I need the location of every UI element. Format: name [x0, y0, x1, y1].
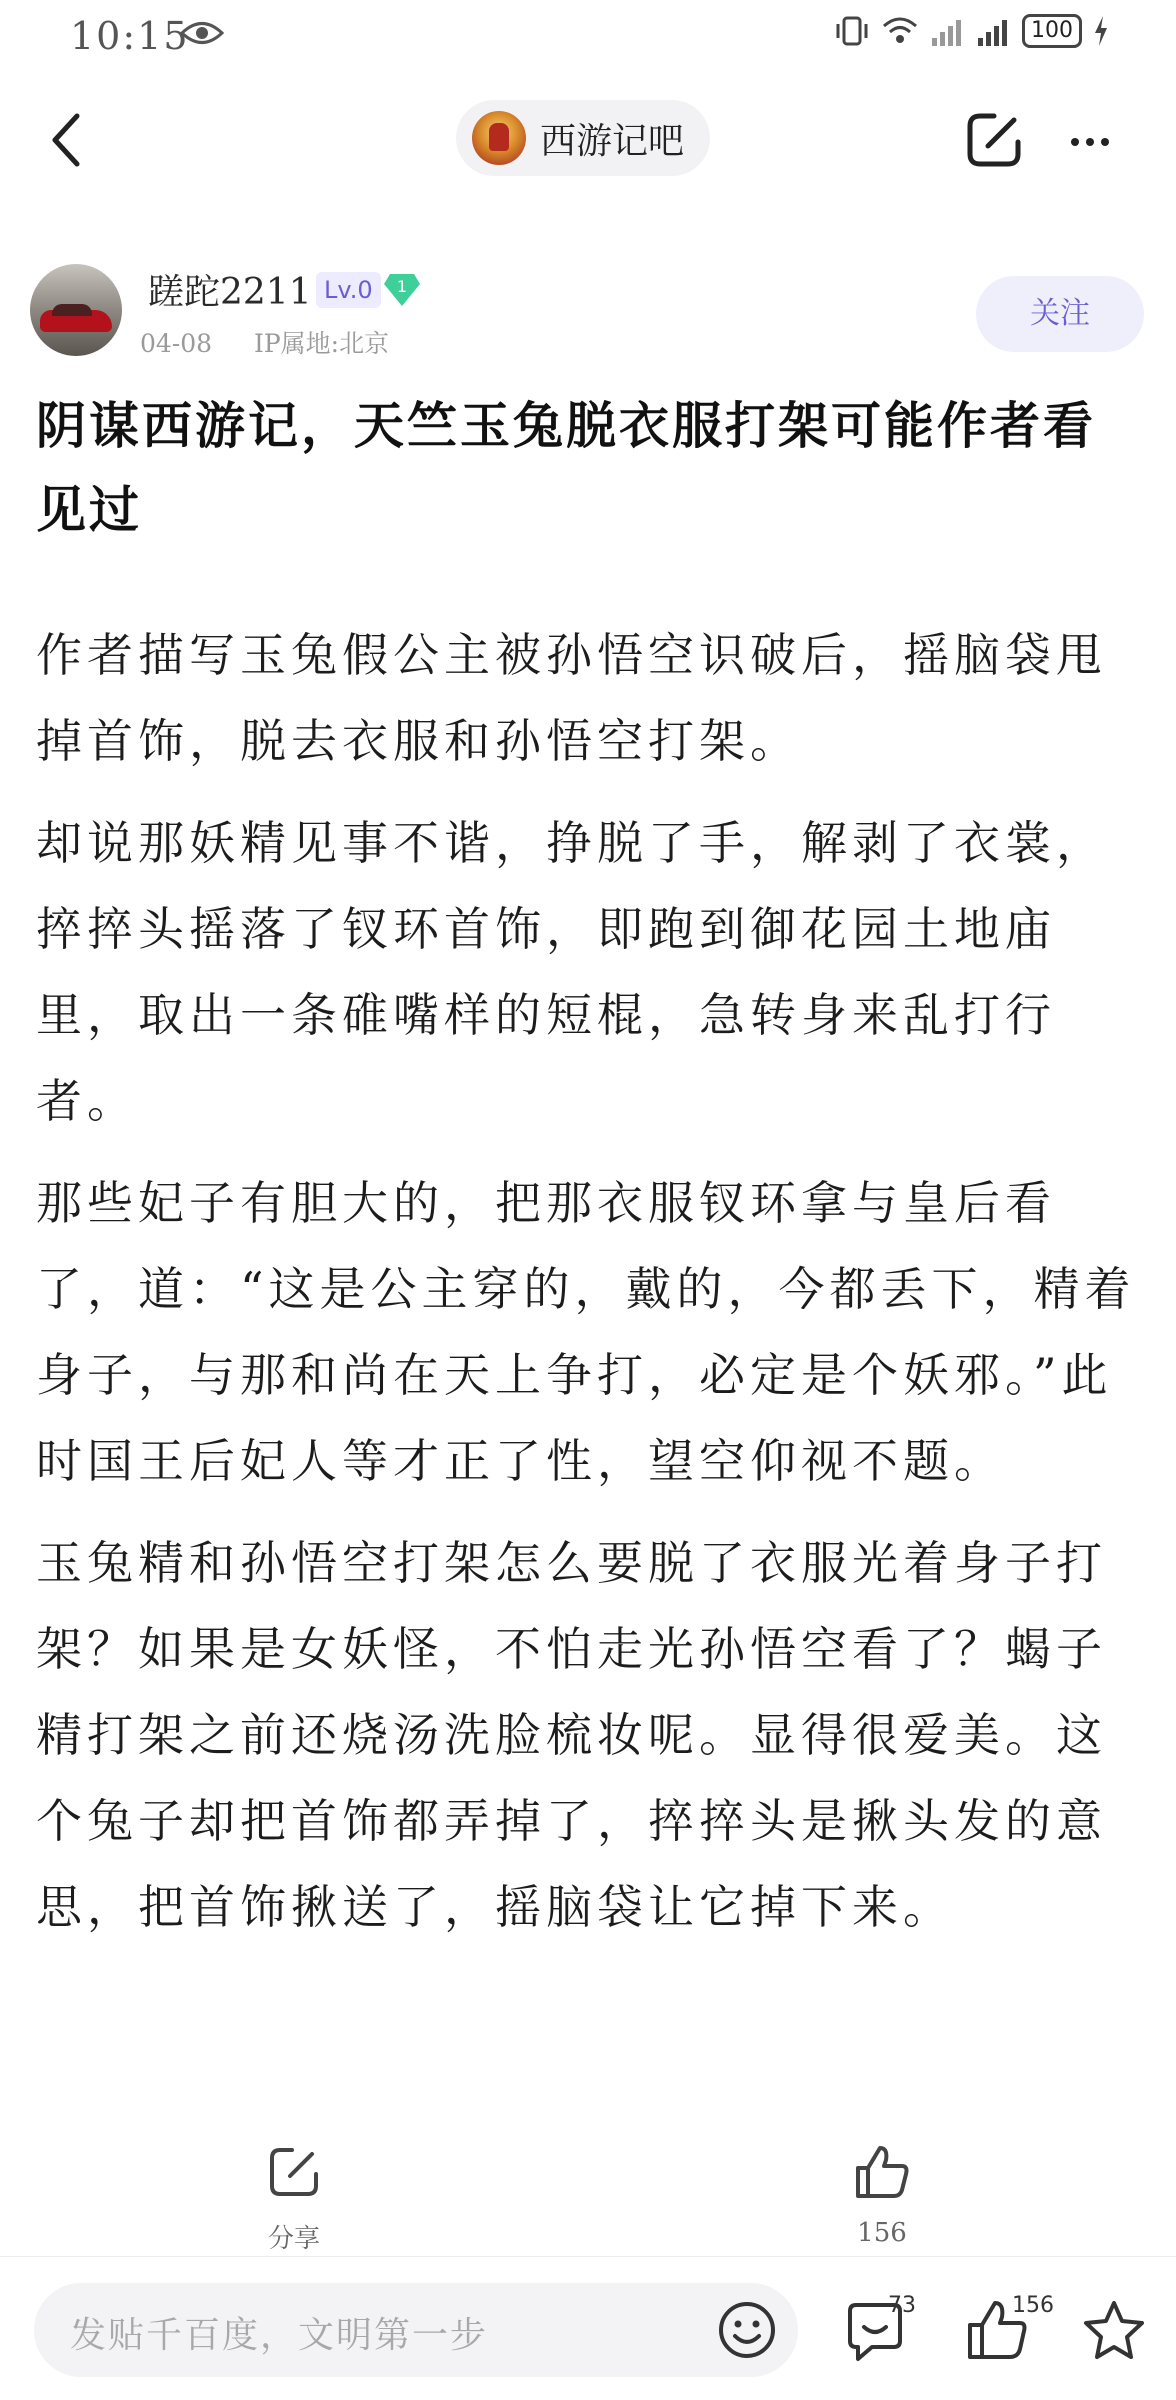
like-button[interactable]: [812, 2140, 952, 2248]
more-dot: [1101, 138, 1109, 146]
reply-placeholder: 发贴千百度，文明第一步: [70, 2315, 489, 2356]
more-dot: [1071, 138, 1079, 146]
status-icons: [834, 14, 1110, 48]
post-paragraph: 作者描写玉兔假公主被孙悟空识破后，摇脑袋甩掉首饰，脱去衣服和孙悟空打架。: [36, 628, 1107, 768]
forum-pill[interactable]: [456, 100, 710, 176]
ip-location: IP属地:北京: [253, 329, 390, 358]
forum-logo: [472, 111, 526, 165]
status-bar: [0, 0, 1176, 72]
gem-badge-icon: [382, 270, 422, 310]
edit-icon: [962, 108, 1026, 172]
post-paragraph: 却说那妖精见事不谐，挣脱了手，解剥了衣裳，捽捽头摇落了钗环首饰，即跑到御花园土地庙里，取出一条碓嘴样的短棍，急转身来乱打行者。: [36, 816, 1107, 1128]
share-label: 分享: [267, 2224, 320, 2254]
share-icon: [262, 2140, 326, 2204]
post-paragraph: 那些妃子有胆大的，把那衣服钗环拿与皇后看了，道：“这是公主穿的，戴的，今都丢下，精着身子，与那和尚在天上争打，必定是个妖邪。”此时国王后妃人等才正了性，望空仰视不题。: [36, 1176, 1136, 1488]
edit-button[interactable]: [962, 108, 1026, 172]
signal-icon: [930, 14, 966, 48]
top-nav: [0, 90, 1176, 190]
bottom-bar: [0, 2256, 1176, 2400]
status-time: 10:15: [70, 14, 190, 58]
signal-5g-icon: [976, 14, 1012, 48]
charging-icon: [1092, 14, 1110, 48]
action-row: [0, 2140, 1176, 2260]
battery-indicator: 100: [1022, 14, 1082, 48]
author-name[interactable]: 蹉跎2211: [148, 272, 312, 313]
post-meta: [140, 324, 389, 360]
post-body: [36, 612, 1140, 1966]
thumbs-up-icon: [850, 2140, 914, 2204]
eye-icon: [180, 18, 224, 48]
follow-button[interactable]: 关注: [976, 276, 1144, 352]
more-button[interactable]: [1060, 112, 1120, 172]
author-section: [30, 262, 1146, 362]
forum-name: 西游记吧: [540, 120, 685, 162]
vibrate-icon: [834, 14, 870, 48]
avatar[interactable]: [30, 264, 122, 356]
star-icon[interactable]: [1080, 2297, 1148, 2365]
level-badge: Lv.0: [316, 272, 381, 308]
more-dot: [1086, 138, 1094, 146]
post-title: 阴谋西游记，天竺玉兔脱衣服打架可能作者看见过: [36, 396, 1096, 539]
post-date: 04-08: [140, 329, 213, 358]
back-button[interactable]: [36, 108, 96, 172]
gem-level: 1: [396, 277, 408, 296]
post-paragraph: 玉兔精和孙悟空打架怎么要脱了衣服光着身子打架？如果是女妖怪，不怕走光孙悟空看了？蝎子精打架之前还烧汤洗脸梳妆呢。显得很爱美。这个兔子却把首饰都弄掉了，捽捽头是揪头发的意思，把首饰揪送了，摇脑袋让它掉下来。: [36, 1536, 1107, 1934]
like-count: 156: [857, 2218, 907, 2248]
share-button[interactable]: [224, 2140, 364, 2255]
reply-input[interactable]: [34, 2283, 798, 2377]
like-count-badge: 156: [1012, 2293, 1054, 2318]
chevron-left-icon: [49, 112, 83, 168]
comment-count: 73: [888, 2293, 916, 2318]
emoji-icon[interactable]: [716, 2299, 778, 2361]
wifi-icon: [880, 14, 920, 48]
